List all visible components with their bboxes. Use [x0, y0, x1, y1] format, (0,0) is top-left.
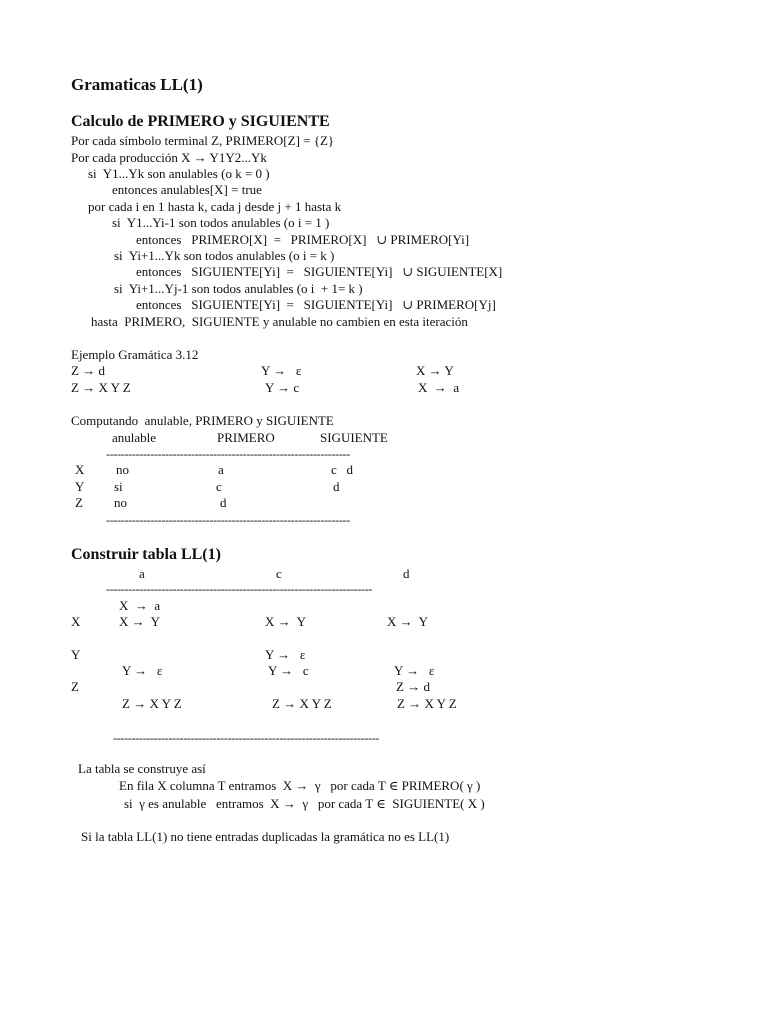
table-cell-anulable: si	[114, 479, 123, 494]
table-entry: Y → ε	[265, 647, 306, 662]
table-cell-symbol: Y	[75, 479, 85, 494]
table-entry: Z → d	[396, 679, 430, 694]
algorithm-line: Por cada símbolo terminal Z, PRIMERO[Z] = {Z}	[71, 133, 335, 148]
document-title: Gramaticas LL(1)	[71, 75, 203, 94]
column-header-d: d	[403, 566, 410, 581]
algorithm-line: entonces PRIMERO[X] = PRIMERO[X] ∪ PRIMERO[Yi]	[136, 232, 470, 247]
table-entry: X → Y	[265, 614, 307, 629]
algorithm-line: entonces SIGUIENTE[Yi] = SIGUIENTE[Yi] ∪ PRIMERO[Yj]	[136, 297, 496, 312]
table-cell-primero: c	[216, 479, 222, 494]
algorithm-line: si Yi+1...Yj-1 son todos anulables (o i + 1= k )	[114, 281, 363, 296]
table-separator: ------------------------------------------------------------------	[106, 447, 350, 461]
production: Y → c	[265, 380, 300, 395]
table-separator: ------------------------------------------------------------------	[106, 513, 350, 527]
computing-label: Computando anulable, PRIMERO y SIGUIENTE	[71, 413, 334, 428]
table-entry: X → Y	[387, 614, 429, 629]
section-heading-primero-siguiente: Calculo de PRIMERO y SIGUIENTE	[71, 113, 330, 130]
construction-intro: La tabla se construye así	[78, 761, 206, 776]
algorithm-line: entonces anulables[X] = true	[112, 182, 262, 197]
production: Z → X Y Z	[71, 380, 131, 395]
production: X → Y	[416, 363, 454, 378]
table-cell-siguiente: c d	[331, 462, 354, 477]
table-entry: Y → ε	[122, 663, 163, 678]
production: X → a	[418, 380, 460, 395]
table-entry: Z → X Y Z	[272, 696, 332, 711]
table-entry: X → Y	[119, 614, 161, 629]
algorithm-line: por cada i en 1 hasta k, cada j desde j + 1 hasta k	[88, 199, 342, 214]
table-entry: Z → X Y Z	[397, 696, 457, 711]
algorithm-line: entonces SIGUIENTE[Yi] = SIGUIENTE[Yi] ∪ SIGUIENTE[X]	[136, 264, 503, 279]
table-cell-primero: a	[218, 462, 224, 477]
row-label-z: Z	[71, 679, 79, 694]
algorithm-line: si Yi+1...Yk son todos anulables (o i = k )	[114, 248, 335, 263]
table-cell-siguiente: d	[333, 479, 340, 494]
column-header-anulable: anulable	[112, 430, 157, 445]
table-entry: Y → c	[268, 663, 309, 678]
production: Z → d	[71, 363, 105, 378]
construction-note: Si la tabla LL(1) no tiene entradas duplicadas la gramática no es LL(1)	[81, 829, 450, 844]
section-heading-ll1-table: Construir tabla LL(1)	[71, 546, 221, 563]
table-cell-symbol: Z	[75, 495, 83, 510]
table-separator: ------------------------------------------------------------------------	[106, 582, 373, 596]
table-cell-primero: d	[220, 495, 227, 510]
column-header-primero: PRIMERO	[217, 430, 275, 445]
table-entry: X → a	[119, 598, 161, 613]
algorithm-line: Por cada producción X → Y1Y2...Yk	[71, 150, 267, 165]
row-label-x: X	[71, 614, 81, 629]
table-cell-symbol: X	[75, 462, 85, 477]
construction-rule: si γ es anulable entramos X → γ por cada T ∈ SIGUIENTE( X )	[124, 796, 485, 811]
column-header-c: c	[276, 566, 282, 581]
algorithm-line: hasta PRIMERO, SIGUIENTE y anulable no cambien en esta iteración	[91, 314, 468, 329]
table-separator: ------------------------------------------------------------------------	[113, 731, 380, 745]
table-entry: Z → X Y Z	[122, 696, 182, 711]
algorithm-line: si Y1...Yi-1 son todos anulables (o i = 1 )	[112, 215, 330, 230]
construction-rule: En fila X columna T entramos X → γ por cada T ∈ PRIMERO( γ )	[119, 778, 481, 793]
column-header-a: a	[139, 566, 145, 581]
table-cell-anulable: no	[116, 462, 129, 477]
production: Y → ε	[261, 363, 302, 378]
table-cell-anulable: no	[114, 495, 127, 510]
column-header-siguiente: SIGUIENTE	[320, 430, 388, 445]
table-entry: Y → ε	[394, 663, 435, 678]
example-label: Ejemplo Gramática 3.12	[71, 347, 199, 362]
algorithm-line: si Y1...Yk son anulables (o k = 0 )	[88, 166, 270, 181]
row-label-y: Y	[71, 647, 81, 662]
